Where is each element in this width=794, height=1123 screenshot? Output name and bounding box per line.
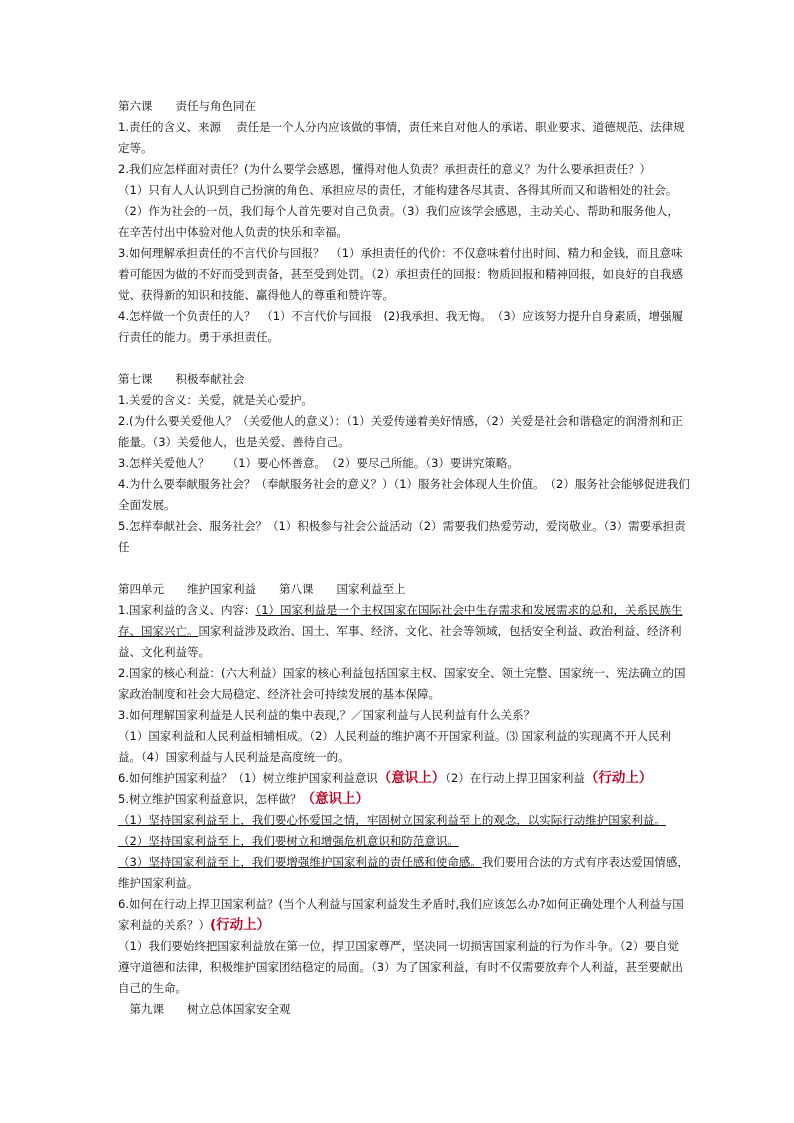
lesson-6-point-2: 2.我们应怎样面对责任？(为什么要学会感恩，懂得对他人负责？承担责任的意义？为什么要承担责任？） bbox=[118, 162, 651, 176]
unit-4-title: 第四单元 维护国家利益 第八课 国家利益至上 bbox=[118, 582, 406, 596]
point-5-item-1: （1）坚持国家利益至上，我们要心怀爱国之情，牢固树立国家利益至上的观念，以实际行动维护国家利益。 bbox=[118, 813, 666, 827]
point-5-red-tag: （意识上） bbox=[301, 791, 369, 807]
unit-4-point-5 bbox=[118, 789, 690, 810]
unit-4-point-6b bbox=[118, 894, 690, 936]
unit-4-point-6 bbox=[118, 768, 690, 789]
point-6-text-b: （2）在行动上捍卫国家利益 bbox=[445, 771, 585, 785]
unit-4-point-2: 2.国家的核心利益：(六大利益）国家的核心利益包括国家主权、国家安全、领土完整、国家统一、宪法确立的国家政治制度和社会大局稳定、经济社会可持续发展的基本保障。 bbox=[118, 666, 686, 701]
section-gap bbox=[118, 348, 690, 369]
unit-4-point-1 bbox=[118, 600, 690, 663]
lesson-6-point-1: 1.责任的含义、来源 责任是一个人分内应该做的事情，责任来自对他人的承诺、职业要求、道德规范、法律规定等。 bbox=[118, 120, 685, 155]
point-5-item-3-rest: 我们要用合法的方式有序表达爱国情感，维护国家利益。 bbox=[118, 855, 689, 890]
point-5-item-3-underlined: （3）坚持国家利益至上，我们要增强维护国家利益的责任感和使命感。 bbox=[118, 855, 482, 869]
lesson-7-point-3: 3.怎样关爱他人？ （1）要心怀善意。 （2）要尽己所能。（3）要讲究策略。 bbox=[118, 456, 519, 470]
point-6-text-a: 6.如何维护国家利益？（1）树立维护国家利益意识 bbox=[118, 771, 378, 785]
lesson-9-title: 第九课 树立总体国家安全观 bbox=[118, 1002, 291, 1016]
point-6b-red-tag: (行动上） bbox=[210, 917, 271, 933]
point-1-underlined: （1）国家利益是一个主权国家在国际社会中生存需求和发展需求的总和，关系民族生存、国家兴亡。 bbox=[118, 603, 683, 638]
lesson-6-point-2-answer: （1）只有人人认识到自己扮演的角色、承担应尽的责任，才能构建各尽其责、各得其所而又和谐相处的社会。（2）作为社会的一员，我们每个人首先要对自己负责。（3）我们应该学会感恩，主动关心、帮助和服务他人，在辛苦付出中体验对他人负责的快乐和幸福。 bbox=[118, 183, 679, 239]
unit-4-point-3-answer: （1）国家利益和人民利益相辅相成。（2）人民利益的维护离不开国家利益。⑶ 国家利益的实现离不开人民利益。（4）国家利益与人民利益是高度统一的。 bbox=[118, 729, 672, 764]
lesson-7-point-2: 2.(为什么要关爱他人？（关爱他人的意义）：（1）关爱传递着美好情感，（2）关爱是社会和谐稳定的润滑剂和正能量。（3）关爱他人，也是关爱、善待自己。 bbox=[118, 414, 683, 449]
point-5-item-3 bbox=[118, 852, 690, 894]
document-body bbox=[118, 96, 690, 1020]
point-6-red-tag-1: （意识上） bbox=[377, 770, 446, 786]
point-5-text: 5.树立维护国家利益意识，怎样做？ bbox=[118, 792, 302, 806]
point-5-item-2: （2）坚持国家利益至上，我们要树立和增强危机意识和防范意识。 bbox=[118, 834, 459, 848]
point-6b-text: 6.如何在行动上捍卫国家利益？(当个人利益与国家利益发生矛盾时,我们应该怎么办?如何正确处理个人利益与国家利益的关系？） bbox=[118, 897, 684, 932]
lesson-7-point-4: 4.为什么要奉献服务社会？（奉献服务社会的意义？）（1）服务社会体现人生价值。 （2）服务社会能够促进我们全面发展。 bbox=[118, 477, 690, 512]
lesson-7-point-1: 1.关爱的含义：关爱，就是关心爱护。 bbox=[118, 393, 313, 407]
point-1-rest: 国家利益涉及政治、国土、军事、经济、文化、社会等领域，包括安全利益、政治利益、经济利益、文化利益等。 bbox=[118, 624, 682, 659]
lesson-7-title: 第七课 积极奉献社会 bbox=[118, 372, 245, 386]
lesson-6-point-4: 4.怎样做一个负责任的人？ （1）不言代价与回报 (2)我承担、我无悔。 （3）应该努力提升自身素质，增强履行责任的能力。勇于承担责任。 bbox=[118, 309, 684, 344]
lesson-6-point-3: 3.如何理解承担责任的不言代价与回报？ （1）承担责任的代价：不仅意味着付出时间、精力和金钱，而且意味着可能因为做的不好而受到责备，甚至受到处罚。（2）承担责任的回报：物质回报和精神回报，如良好的自我感觉、获得新的知识和技能、赢得他人的尊重和赞许等。 bbox=[118, 246, 684, 302]
point-1-label: 1.国家利益的含义、内容： bbox=[118, 603, 256, 617]
lesson-7-point-5: 5.怎样奉献社会、服务社会？（1）积极参与社会公益活动（2）需要我们热爱劳动，爱岗敬业。（3）需要承担责任 bbox=[118, 519, 686, 554]
section-gap bbox=[118, 558, 690, 579]
point-6-red-tag-2: （行动上） bbox=[584, 770, 653, 786]
unit-4-point-6b-answer: （1）我们要始终把国家利益放在第一位，捍卫国家尊严，坚决同一切损害国家利益的行为作斗争。（2）要自觉遵守道德和法律，积极维护国家团结稳定的局面。（3）为了国家利益，有时不仅需要放弃个人利益，甚至要献出自己的生命。 bbox=[118, 939, 684, 995]
lesson-6-title: 第六课 责任与角色同在 bbox=[118, 99, 256, 113]
unit-4-point-3: 3.如何理解国家利益是人民利益的集中表现,？／国家利益与人民利益有什么关系？ bbox=[118, 708, 536, 722]
